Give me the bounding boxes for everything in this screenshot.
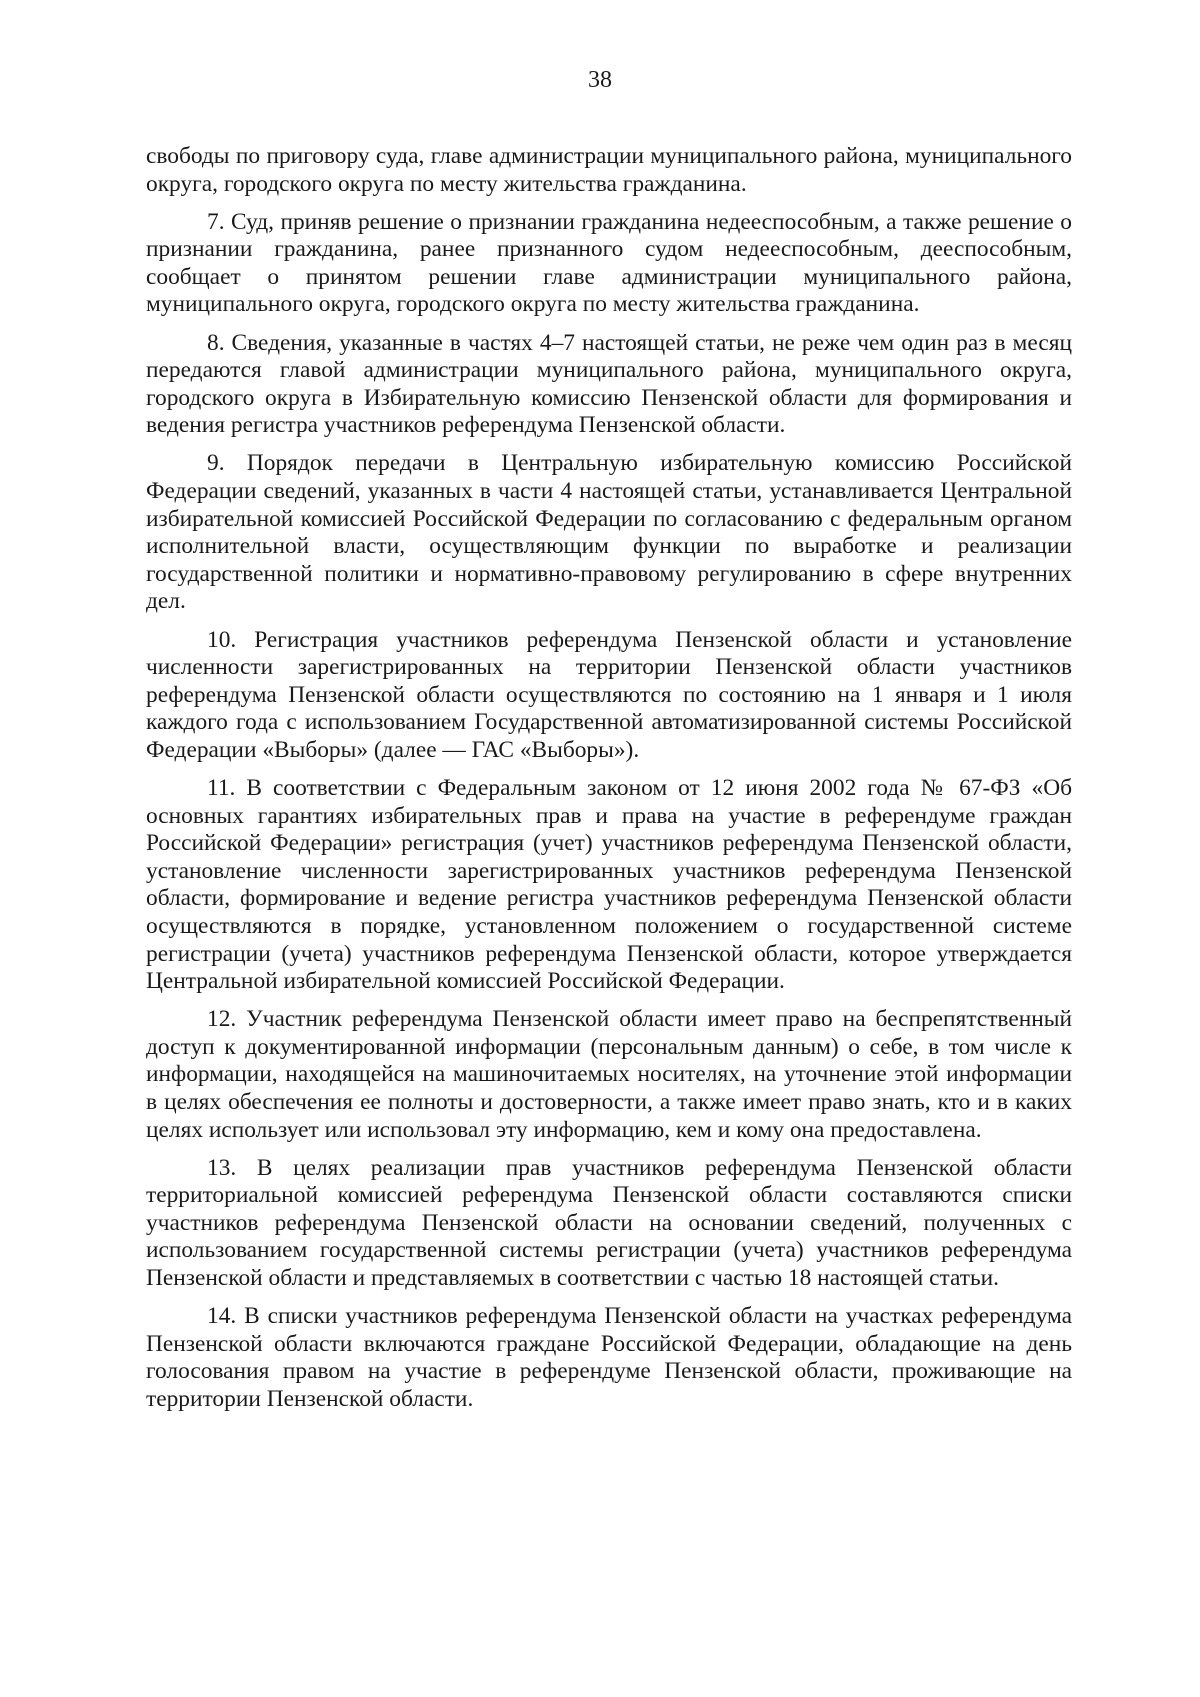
- document-body: [146, 143, 1072, 1424]
- paragraph-item-12: 12. Участник референдума Пензенской области имеет право на беспрепятственный доступ к документированной информации (персональным данным) о себе, в том числе к информации, находящейся на машиночитаемых носителях, на уточнение этой информации в целях обеспечения ее полноты и достоверности, а также имеет право знать, кто и в каких целях использует или использовал эту информацию, кем и кому она предоставлена.: [146, 1006, 1072, 1143]
- paragraph-continuation: свободы по приговору суда, главе администрации муниципального района, муниципального округа, городского округа по месту жительства гражданина.: [146, 143, 1072, 197]
- paragraph-item-11: 11. В соответствии с Федеральным законом от 12 июня 2002 года № 67-ФЗ «Об основных гарантиях избирательных прав и права на участие в референдуме граждан Российской Федерации» регистрация (учет) участников референдума Пензенской области, установление численности зарегистрированных участников референдума Пензенской области, формирование и ведение регистра участников референдума Пензенской области осуществляются в порядке, установленном положением о государственной системе регистрации (учета) участников референдума Пензенской области, которое утверждается Центральной избирательной комиссией Российской Федерации.: [146, 774, 1072, 995]
- paragraph-item-7: 7. Суд, приняв решение о признании гражданина недееспособным, а также решение о признании гражданина, ранее признанного судом недееспособным, дееспособным, сообщает о принятом решении главе администрации муниципального района, муниципального округа, городского округа по месту жительства гражданина.: [146, 208, 1072, 318]
- paragraph-item-9: 9. Порядок передачи в Центральную избирательную комиссию Российской Федерации сведений, указанных в части 4 настоящей статьи, устанавливается Центральной избирательной комиссией Российской Федерации по согласованию с федеральным органом исполнительной власти, осуществляющим функции по выработке и реализации государственной политики и нормативно-правовому регулированию в сфере внутренних дел.: [146, 450, 1072, 615]
- paragraph-item-10: 10. Регистрация участников референдума Пензенской области и установление численности зарегистрированных на территории Пензенской области участников референдума Пензенской области осуществляются по состоянию на 1 января и 1 июля каждого года с использованием Государственной автоматизированной системы Российской Федерации «Выборы» (далее — ГАС «Выборы»).: [146, 626, 1072, 763]
- paragraph-item-13: 13. В целях реализации прав участников референдума Пензенской области территориальной комиссией референдума Пензенской области составляются списки участников референдума Пензенской области на основании сведений, полученных с использованием государственной системы регистрации (учета) участников референдума Пензенской области и представляемых в соответствии с частью 18 настоящей статьи.: [146, 1154, 1072, 1292]
- paragraph-item-14: 14. В списки участников референдума Пензенской области на участках референдума Пензенской области включаются граждане Российской Федерации, обладающие на день голосования правом на участие в референдуме Пензенской области, проживающие на территории Пензенской области.: [146, 1303, 1072, 1412]
- page-number: 38: [588, 67, 612, 93]
- paragraph-item-8: 8. Сведения, указанные в частях 4–7 настоящей статьи, не реже чем один раз в месяц передаются главой администрации муниципального района, муниципального округа, городского округа в Избирательную комиссию Пензенской области для формирования и ведения регистра участников референдума Пензенской области.: [146, 329, 1072, 439]
